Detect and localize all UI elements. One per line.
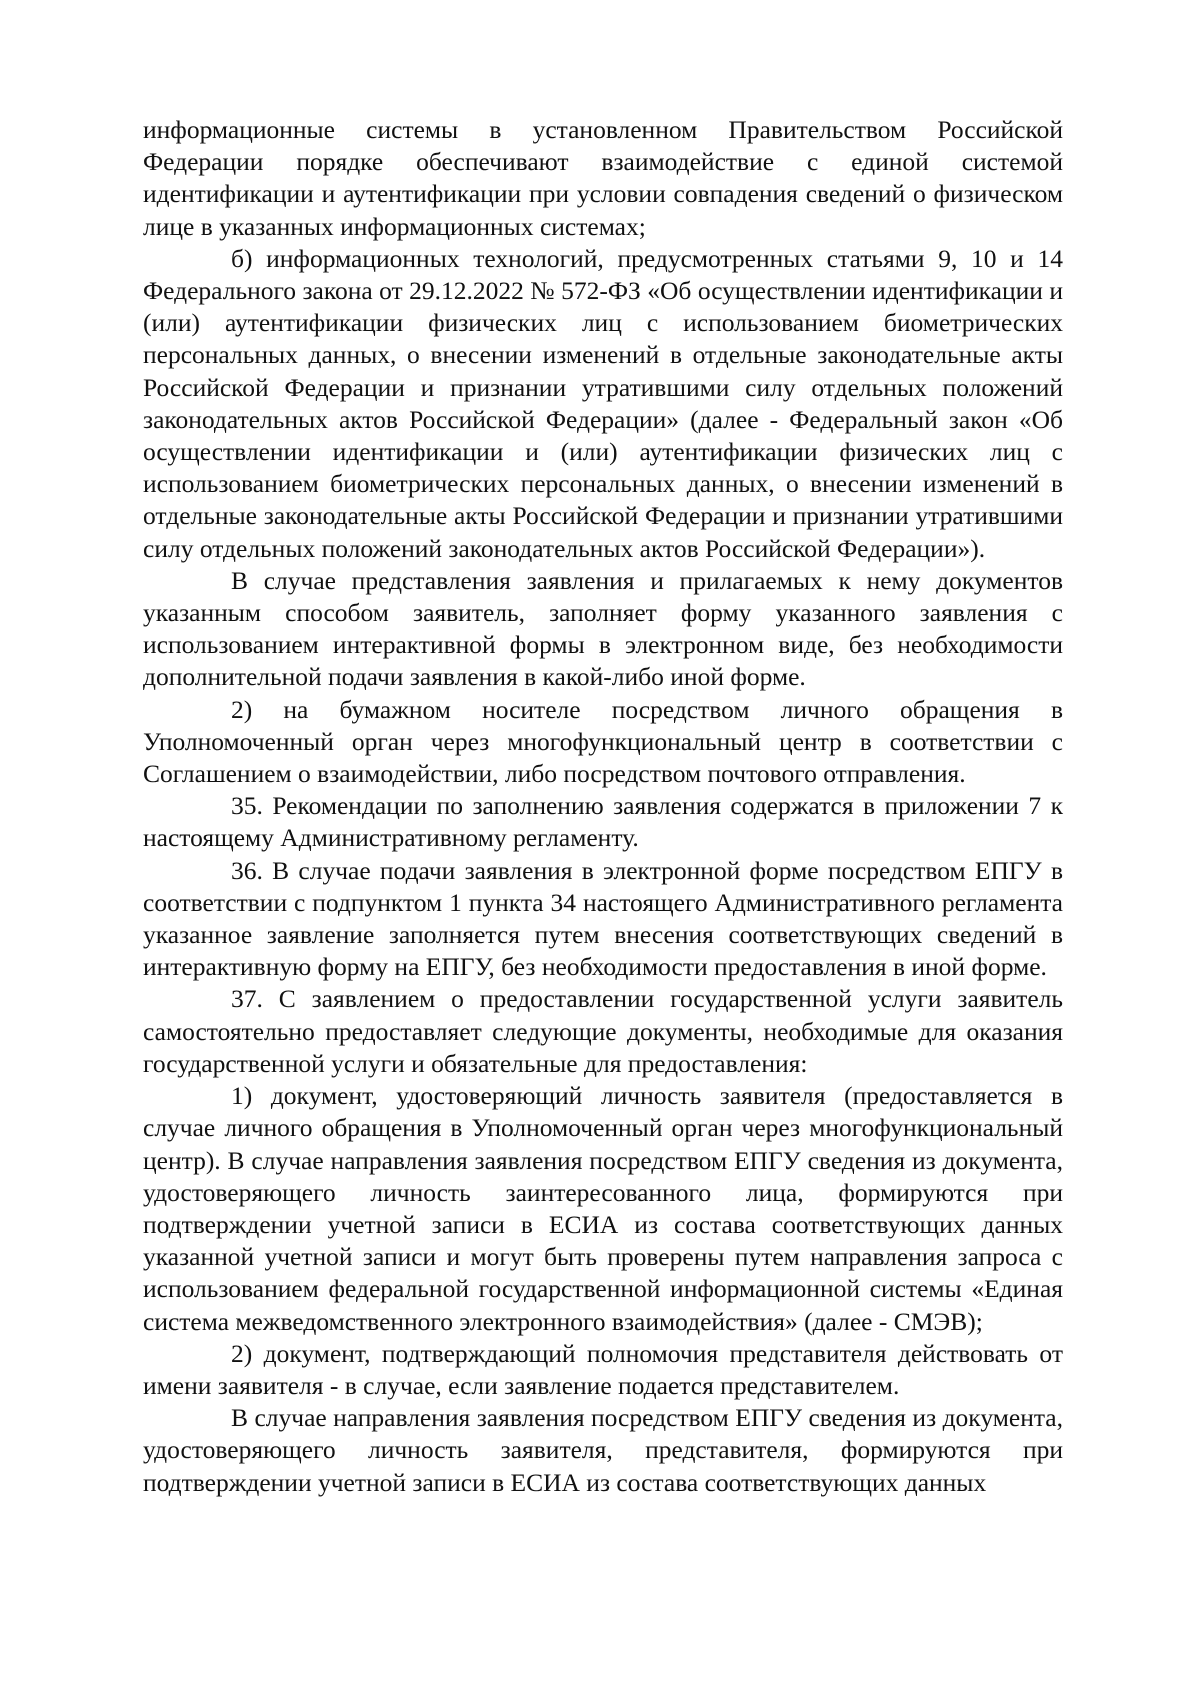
paragraph-1-continuation: информационные системы в установленном Правительством Российской Федерации порядке обеспечивают взаимодействие с единой системой идентификации и аутентификации при условии совпадения сведений о физическом лице в указанных информационных системах; [143, 115, 1063, 241]
paragraph-clause-37-item-2: 2) документ, подтверждающий полномочия представителя действовать от имени заявителя - в случае, если заявление подается представителем. [143, 1338, 1063, 1400]
paragraph-subitem-b: б) информационных технологий, предусмотренных статьями 9, 10 и 14 Федерального закона от 29.12.2022 № 572-ФЗ «Об осуществлении идентификации и (или) аутентификации физических лиц с использованием биометрических персональных данных, о внесении изменений в отдельные законодательные акты Российской Федерации и признании утратившими силу отдельных положений законодательных актов Российской Федерации» (далее - Федеральный закон «Об осуществлении идентификации и (или) аутентификации физических лиц с использованием биометрических персональных данных, о внесении изменений в отдельные законодательные акты Российской Федерации и признании утратившими силу отдельных положений законодательных актов Российской Федерации»). [143, 243, 1063, 563]
paragraph-clause-37-item-1: 1) документ, удостоверяющий личность заявителя (предоставляется в случае личного обращения в Уполномоченный орган через многофункциональный центр). В случае направления заявления посредством ЕПГУ сведения из документа, удостоверяющего личность заинтересованного лица, формируются при подтверждении учетной записи в ЕСИА из состава соответствующих данных указанной учетной записи и могут быть проверены путем направления запроса с использованием федеральной государственной информационной системы «Единая система межведомственного электронного взаимодействия» (далее - СМЭВ); [143, 1081, 1063, 1336]
paragraph-clause-35: 35. Рекомендации по заполнению заявления содержатся в приложении 7 к настоящему Административному регламенту. [143, 791, 1063, 853]
paragraph-item-2-paper: 2) на бумажном носителе посредством личного обращения в Уполномоченный орган через многофункциональный центр в соответствии с Соглашением о взаимодействии, либо посредством почтового отправления. [143, 694, 1063, 789]
document-page [143, 114, 1063, 1499]
paragraph-electronic-form-note: В случае представления заявления и прилагаемых к нему документов указанным способом заявитель, заполняет форму указанного заявления с использованием интерактивной формы в электронном виде, без необходимости дополнительной подачи заявления в какой-либо иной форме. [143, 565, 1063, 692]
paragraph-clause-36: 36. В случае подачи заявления в электронной форме посредством ЕПГУ в соответствии с подпунктом 1 пункта 34 настоящего Административного регламента указанное заявление заполняется путем внесения соответствующих сведений в интерактивную форму на ЕПГУ, без необходимости предоставления в иной форме. [143, 855, 1063, 982]
paragraph-epgu-representative: В случае направления заявления посредством ЕПГУ сведения из документа, удостоверяющего личность заявителя, представителя, формируются при подтверждении учетной записи в ЕСИА из состава соответствующих данных [143, 1403, 1063, 1497]
paragraph-clause-37: 37. С заявлением о предоставлении государственной услуги заявитель самостоятельно предоставляет следующие документы, необходимые для оказания государственной услуги и обязательные для предоставления: [143, 984, 1063, 1078]
